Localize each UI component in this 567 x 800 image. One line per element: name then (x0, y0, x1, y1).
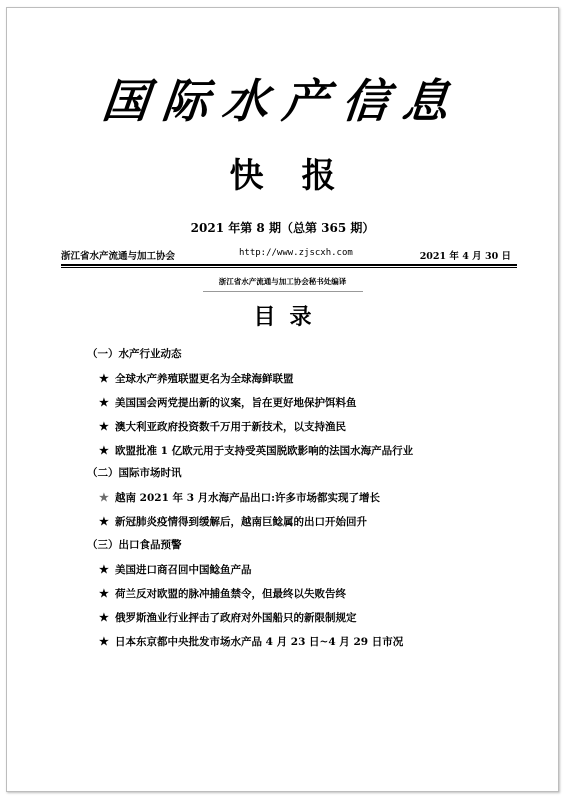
toc-section-industry-news (87, 347, 527, 463)
toc-item[interactable] (87, 391, 527, 415)
toc-item[interactable] (87, 606, 527, 630)
star-bullet-icon: ★ (99, 563, 109, 576)
star-bullet-icon: ★ (99, 587, 109, 600)
star-bullet-icon: ★ (99, 515, 109, 528)
toc-item[interactable] (87, 582, 527, 606)
toc-item-label: 全球水产养殖联盟更名为全球海鲜联盟 (115, 373, 294, 385)
toc-item[interactable] (87, 558, 527, 582)
toc-item[interactable] (87, 415, 527, 439)
editor-credit: 浙江省水产流通与加工协会秘书处编译 (218, 277, 347, 286)
section-heading: （二）国际市场时讯 (87, 467, 182, 479)
bulletin-subtitle: 快报 (229, 156, 374, 196)
toc-section-market-news (87, 466, 527, 534)
toc-item[interactable] (87, 510, 527, 534)
toc-item-label: 美国国会两党提出新的议案，旨在更好地保护饵料鱼 (115, 397, 357, 409)
website-link[interactable]: http://www.zjscxh.com (239, 248, 353, 258)
toc-item-label: 美国进口商召回中国鲶鱼产品 (115, 564, 252, 576)
toc-item[interactable] (87, 486, 527, 510)
section-heading: （一）水产行业动态 (87, 348, 182, 360)
publication-info-bar (61, 242, 517, 266)
section-heading: （三）出口食品预警 (87, 539, 182, 551)
toc-item-label: 越南 2021 年 3 月水海产品出口:许多市场都实现了增长 (115, 492, 381, 504)
toc-item[interactable] (87, 367, 527, 391)
toc-item-label: 澳大利亚政府投资数千万用于新技术，以支持渔民 (115, 421, 346, 433)
star-bullet-icon: ★ (99, 611, 109, 624)
header-divider-thin (61, 267, 517, 268)
toc-item-label: 荷兰反对欧盟的脉冲捕鱼禁令，但最终以失败告终 (115, 588, 346, 600)
star-bullet-icon: ★ (99, 372, 109, 385)
toc-title: 目录 (253, 304, 326, 330)
toc-item-label: 俄罗斯渔业行业抨击了政府对外国船只的新限制规定 (115, 612, 357, 624)
toc-item-label: 新冠肺炎疫情得到缓解后，越南巨鲶属的出口开始回升 (115, 516, 367, 528)
toc-item-label: 日本东京都中央批发市场水产品 4 月 23 日~4 月 29 日市况 (115, 636, 404, 648)
toc-item-label: 欧盟批准 1 亿欧元用于支持受英国脱欧影响的法国水海产品行业 (115, 445, 414, 457)
toc-section-export-alerts (87, 538, 527, 654)
issue-number: 2021 年第 8 期（总第 365 期） (190, 221, 375, 235)
masthead-title: 国际水产信息 (99, 74, 466, 128)
editor-underline (203, 291, 363, 292)
document-page (6, 7, 559, 792)
star-bullet-icon: ★ (99, 491, 109, 504)
star-bullet-icon: ★ (99, 396, 109, 409)
publication-date: 2021 年 4 月 30 日 (419, 251, 511, 262)
publisher-name: 浙江省水产流通与加工协会 (61, 251, 176, 262)
header-divider (61, 264, 517, 266)
star-bullet-icon: ★ (99, 635, 109, 648)
star-bullet-icon: ★ (99, 420, 109, 433)
star-bullet-icon: ★ (99, 444, 109, 457)
toc-item[interactable] (87, 439, 527, 463)
toc-item[interactable] (87, 630, 527, 654)
